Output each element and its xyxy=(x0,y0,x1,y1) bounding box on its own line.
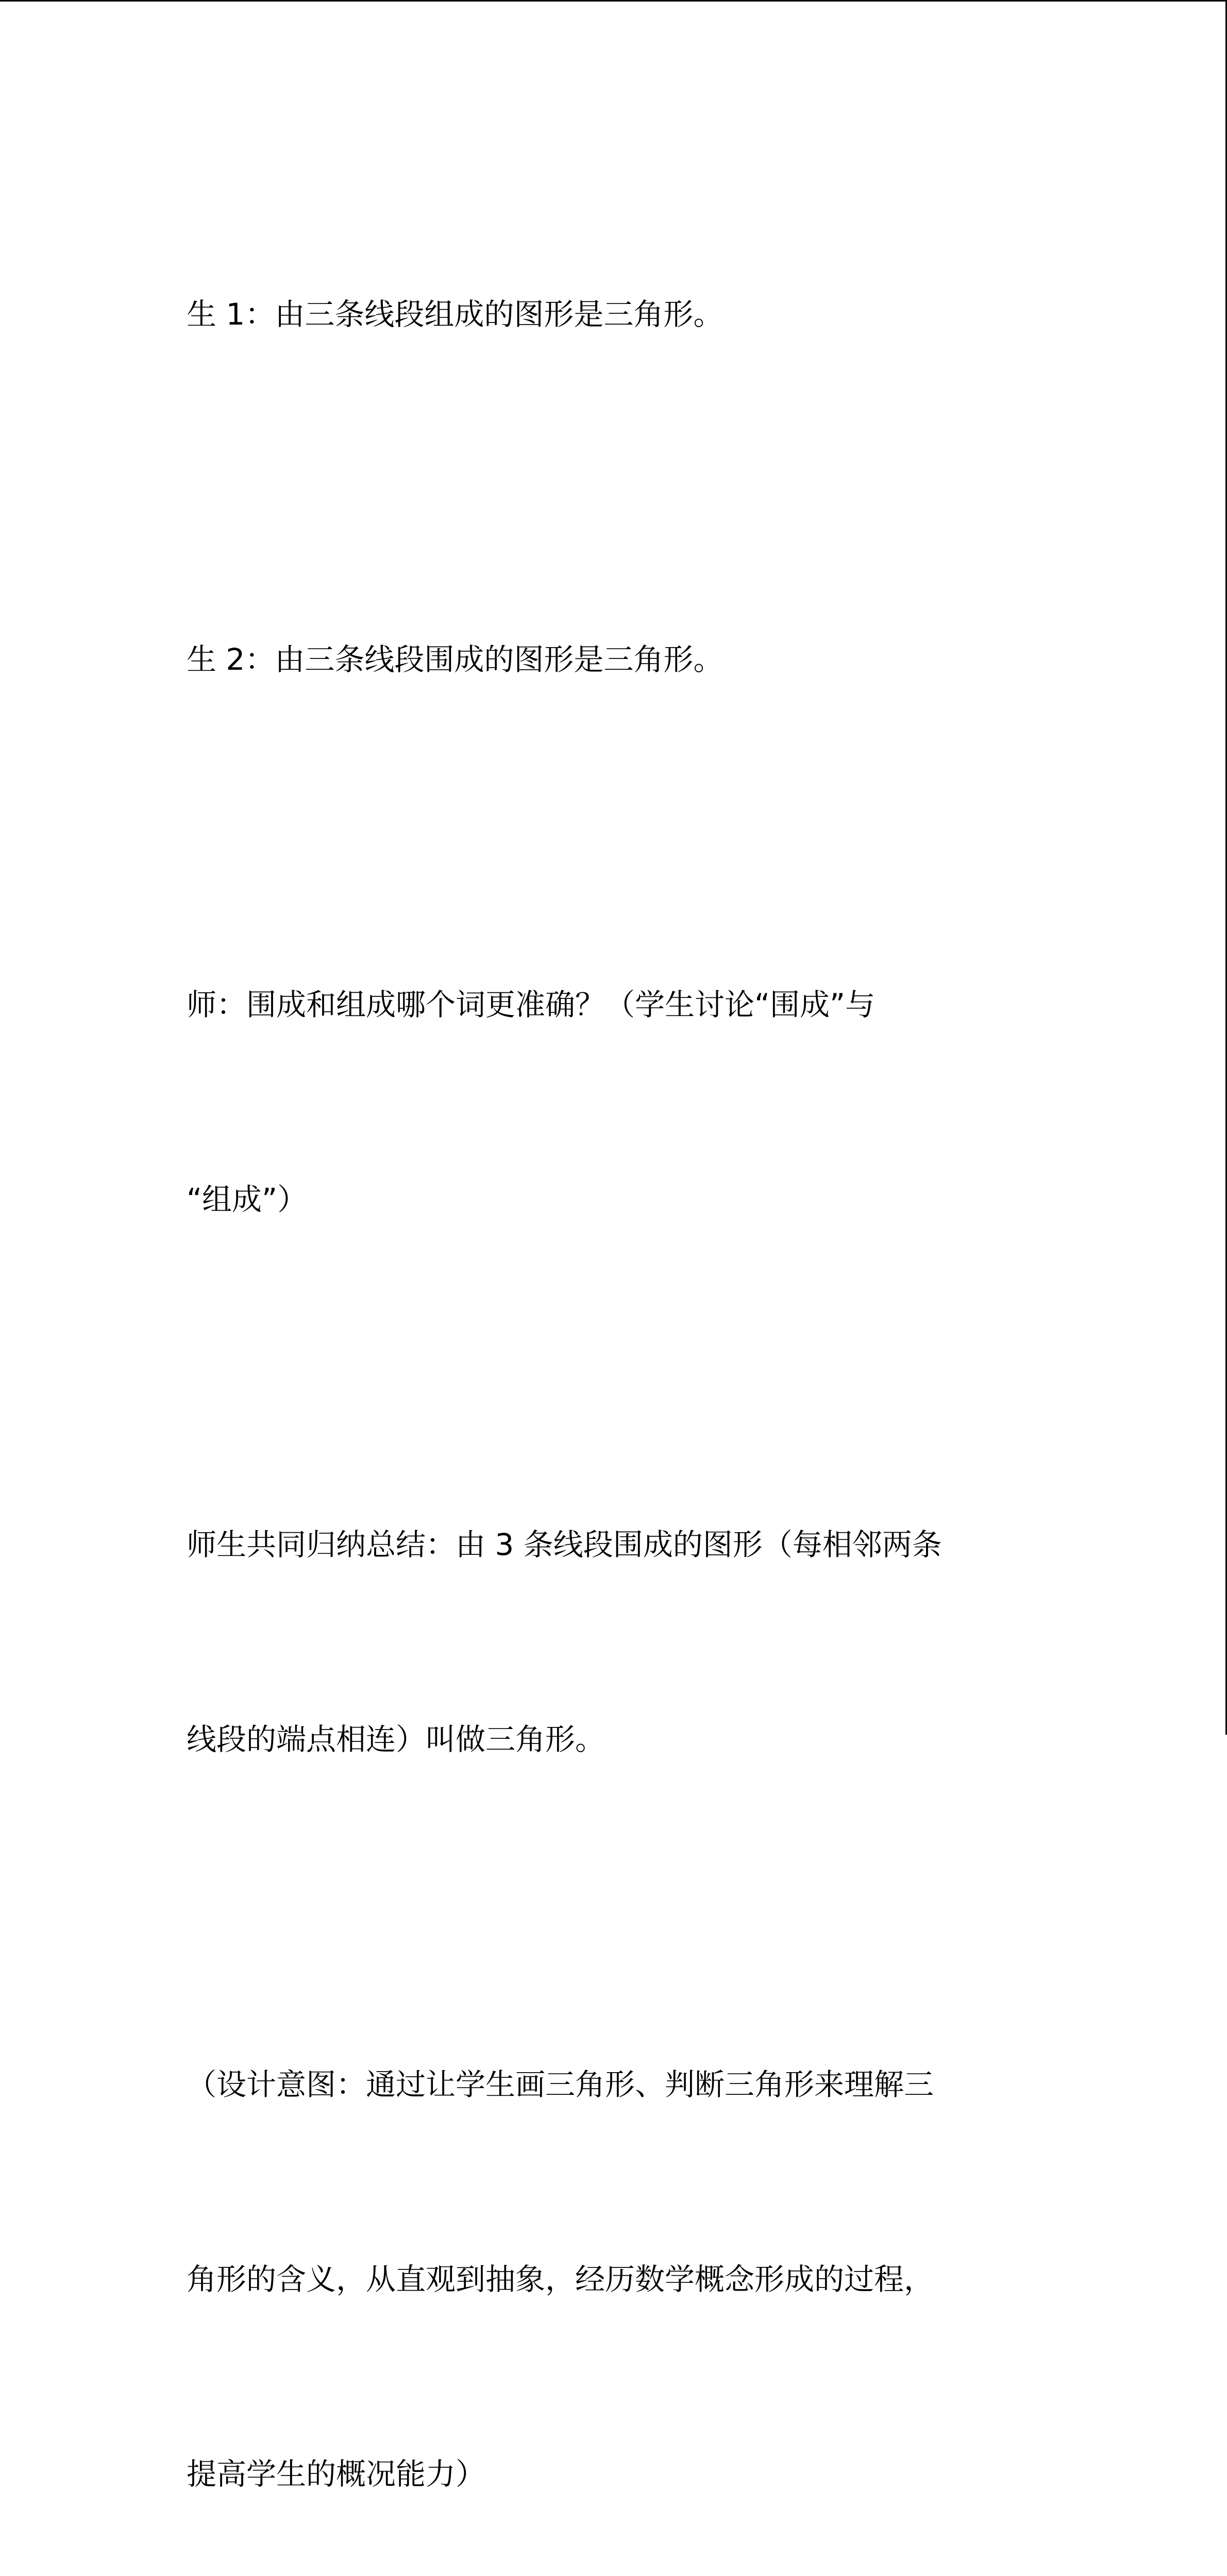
paragraph-design-intent xyxy=(187,1922,1032,2576)
text-line: （设计意图：通过让学生画三角形、判断三角形来理解三 xyxy=(187,2067,934,2102)
paragraph-teacher-question xyxy=(187,842,1032,1362)
text-line: 师生共同归纳总结：由 3 条线段围成的图形（每相邻两条 xyxy=(187,1527,942,1562)
text-line: “组成”） xyxy=(187,1182,308,1217)
text-line: 生 1：由三条线段组成的图形是三角形。 xyxy=(187,297,724,332)
paragraph-student1-definition xyxy=(187,152,1032,477)
text-line: 师：围成和组成哪个词更准确？（学生讨论“围成”与 xyxy=(187,987,876,1022)
text-line: 角形的含义，从直观到抽象，经历数学概念形成的过程， xyxy=(187,2262,934,2297)
document-body xyxy=(187,152,1032,2576)
text-line: 生 2：由三条线段围成的图形是三角形。 xyxy=(187,642,724,677)
paragraph-student2-definition xyxy=(187,497,1032,822)
text-line: 提高学生的概况能力） xyxy=(187,2456,486,2492)
paragraph-summary xyxy=(187,1382,1032,1902)
text-line: 线段的端点相连）叫做三角形。 xyxy=(187,1722,606,1757)
